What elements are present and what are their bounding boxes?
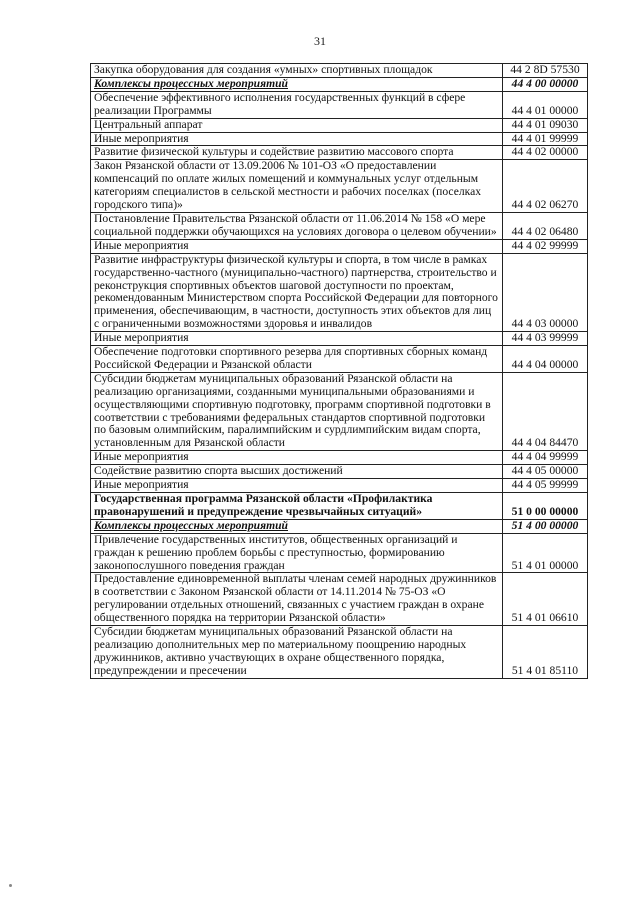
row-name: Центральный аппарат bbox=[91, 118, 503, 132]
row-name: Субсидии бюджетам муниципальных образований Рязанской области на реализацию организациями, созданными муниципальными образованиями и осуществляющими спортивную подготовку, программ спортивной подготовки в соответствии с требованиями федеральных стандартов спортивной подготовки по базовым олимпийским, паралимпийским и сурдлимпийским видам спорта, установленным для Рязанской области bbox=[91, 372, 503, 450]
table-row bbox=[91, 146, 588, 160]
table-row bbox=[91, 493, 588, 520]
row-code: 44 4 04 99999 bbox=[503, 451, 588, 465]
table-row bbox=[91, 372, 588, 450]
table-row bbox=[91, 91, 588, 118]
table-row bbox=[91, 465, 588, 479]
row-name: Государственная программа Рязанской области «Профилактика правонарушений и предупреждение чрезвычайных ситуаций» bbox=[91, 493, 503, 520]
table-row bbox=[91, 479, 588, 493]
row-code: 51 4 00 00000 bbox=[503, 519, 588, 533]
table-row bbox=[91, 451, 588, 465]
row-name: Содействие развитию спорта высших достижений bbox=[91, 465, 503, 479]
budget-classification-table bbox=[90, 63, 588, 679]
row-name: Комплексы процессных мероприятий bbox=[91, 519, 503, 533]
table-row bbox=[91, 212, 588, 239]
classification-table-grid bbox=[90, 63, 588, 679]
row-name: Развитие инфраструктуры физической культуры и спорта, в том числе в рамках государственно-частного (муниципально-частного) партнерства, строительство и реконструкция спортивных объектов шаговой доступности по проектам, рекомендованным Министерством спорта Российской Федерации для повторного применения, обеспечивающим, в частности, доступность этих объектов для лиц с ограниченными возможностями здоровья и инвалидов bbox=[91, 253, 503, 331]
row-name: Обеспечение эффективного исполнения государственных функций в сфере реализации Программы bbox=[91, 91, 503, 118]
table-body bbox=[91, 64, 588, 679]
row-name: Иные мероприятия bbox=[91, 132, 503, 146]
row-name: Иные мероприятия bbox=[91, 332, 503, 346]
row-code: 44 4 02 00000 bbox=[503, 146, 588, 160]
row-name: Субсидии бюджетам муниципальных образований Рязанской области на реализацию дополнительных мер по материальному поощрению народных дружинников, активно участвующих в охране общественного порядка, предупреждении и пресечении bbox=[91, 626, 503, 679]
row-name: Предоставление единовременной выплаты членам семей народных дружинников в соответствии с Законом Рязанской области от 14.11.2014 № 75-ОЗ «О регулировании отдельных отношений, связанных с участием граждан в охране общественного порядка на территории Рязанской области» bbox=[91, 573, 503, 626]
table-row bbox=[91, 77, 588, 91]
table-row bbox=[91, 626, 588, 679]
row-code: 44 4 02 99999 bbox=[503, 239, 588, 253]
row-code: 44 4 05 99999 bbox=[503, 479, 588, 493]
row-code: 44 4 05 00000 bbox=[503, 465, 588, 479]
table-row bbox=[91, 573, 588, 626]
row-code: 44 4 03 00000 bbox=[503, 253, 588, 331]
row-code: 44 4 04 84470 bbox=[503, 372, 588, 450]
row-code: 51 4 01 85110 bbox=[503, 626, 588, 679]
row-name: Иные мероприятия bbox=[91, 239, 503, 253]
row-name: Иные мероприятия bbox=[91, 479, 503, 493]
row-name: Развитие физической культуры и содействие развитию массового спорта bbox=[91, 146, 503, 160]
row-name: Иные мероприятия bbox=[91, 451, 503, 465]
table-row bbox=[91, 346, 588, 373]
row-code: 44 4 02 06270 bbox=[503, 160, 588, 213]
table-row bbox=[91, 132, 588, 146]
row-code: 44 2 8D 57530 bbox=[503, 64, 588, 78]
table-row bbox=[91, 533, 588, 573]
table-row bbox=[91, 239, 588, 253]
row-code: 44 4 01 00000 bbox=[503, 91, 588, 118]
row-code: 44 4 02 06480 bbox=[503, 212, 588, 239]
table-row bbox=[91, 64, 588, 78]
table-row bbox=[91, 160, 588, 213]
row-code: 51 0 00 00000 bbox=[503, 493, 588, 520]
table-row bbox=[91, 118, 588, 132]
row-code: 44 4 01 99999 bbox=[503, 132, 588, 146]
row-code: 44 4 01 09030 bbox=[503, 118, 588, 132]
row-name: Комплексы процессных мероприятий bbox=[91, 77, 503, 91]
row-name: Постановление Правительства Рязанской области от 11.06.2014 № 158 «О мере социальной поддержки обучающихся на условиях договора о целевом обучении» bbox=[91, 212, 503, 239]
page-number: 31 bbox=[314, 34, 326, 48]
row-code: 44 4 00 00000 bbox=[503, 77, 588, 91]
row-code: 44 4 03 99999 bbox=[503, 332, 588, 346]
table-row bbox=[91, 519, 588, 533]
table-row bbox=[91, 332, 588, 346]
row-code: 51 4 01 06610 bbox=[503, 573, 588, 626]
row-code: 44 4 04 00000 bbox=[503, 346, 588, 373]
scan-margin-dot bbox=[9, 884, 12, 887]
row-name: Закон Рязанской области от 13.09.2006 № 101-ОЗ «О предоставлении компенсаций по оплате жилых помещений и коммунальных услуг отдельным категориям специалистов в сельской местности и рабочих поселках (поселках городского типа)» bbox=[91, 160, 503, 213]
row-name: Обеспечение подготовки спортивного резерва для спортивных сборных команд Российской Федерации и Рязанской области bbox=[91, 346, 503, 373]
row-code: 51 4 01 00000 bbox=[503, 533, 588, 573]
row-name: Закупка оборудования для создания «умных» спортивных площадок bbox=[91, 64, 503, 78]
table-row bbox=[91, 253, 588, 331]
row-name: Привлечение государственных институтов, общественных организаций и граждан к решению проблем борьбы с преступностью, формированию законопослушного поведения граждан bbox=[91, 533, 503, 573]
